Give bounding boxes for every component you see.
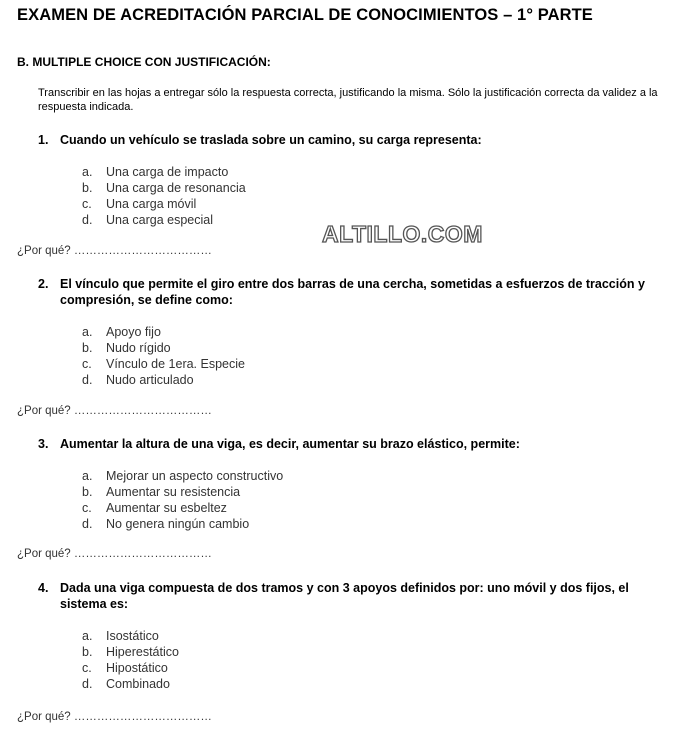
option-letter: c. bbox=[82, 661, 92, 675]
option-item bbox=[82, 212, 246, 228]
option-text: Vínculo de 1era. Especie bbox=[106, 357, 245, 371]
option-item bbox=[82, 676, 179, 692]
option-item bbox=[82, 372, 245, 388]
option-text: Combinado bbox=[106, 677, 170, 691]
option-letter: a. bbox=[82, 469, 93, 483]
why-prompt-4: ¿Por qué? ……………………………… bbox=[17, 711, 212, 723]
option-item bbox=[82, 324, 245, 340]
option-text: Una carga especial bbox=[106, 213, 214, 227]
option-letter: d. bbox=[82, 677, 93, 691]
option-item bbox=[82, 484, 283, 500]
option-item bbox=[82, 644, 179, 660]
option-item bbox=[82, 340, 245, 356]
option-letter: c. bbox=[82, 501, 92, 515]
question-3 bbox=[38, 436, 658, 452]
option-item bbox=[82, 180, 246, 196]
option-text: Hiperestático bbox=[106, 645, 179, 659]
option-letter: a. bbox=[82, 629, 93, 643]
option-item bbox=[82, 164, 246, 180]
option-item bbox=[82, 660, 179, 676]
question-1 bbox=[38, 132, 658, 148]
option-letter: b. bbox=[82, 485, 93, 499]
option-text: Nudo rígido bbox=[106, 341, 171, 355]
question-number: 3. bbox=[38, 437, 49, 451]
instructions-paragraph: Transcribir en las hojas a entregar sólo la respuesta correcta, justificando la misma. Sólo la justificación correcta da validez a la respuesta indicada. bbox=[38, 87, 658, 113]
option-letter: b. bbox=[82, 181, 93, 195]
option-text: No genera ningún cambio bbox=[106, 517, 250, 531]
option-item bbox=[82, 516, 283, 532]
question-text: Cuando un vehículo se traslada sobre un camino, su carga representa: bbox=[60, 133, 482, 147]
option-item bbox=[82, 468, 283, 484]
question-text: Dada una viga compuesta de dos tramos y con 3 apoyos definidos por: uno móvil y dos fijos, el sistema es: bbox=[60, 581, 629, 611]
option-item bbox=[82, 196, 246, 212]
option-letter: a. bbox=[82, 325, 93, 339]
options-list-4 bbox=[82, 628, 179, 692]
options-list-2 bbox=[82, 324, 245, 388]
option-text: Isostático bbox=[106, 629, 159, 643]
exam-title: EXAMEN DE ACREDITACIÓN PARCIAL DE CONOCIMIENTOS – 1° PARTE bbox=[17, 6, 593, 24]
option-text: Aumentar su resistencia bbox=[106, 485, 241, 499]
option-text: Aumentar su esbeltez bbox=[106, 501, 227, 515]
why-prompt-3: ¿Por qué? ……………………………… bbox=[17, 548, 212, 560]
options-list-1 bbox=[82, 164, 246, 228]
option-letter: b. bbox=[82, 341, 93, 355]
option-letter: d. bbox=[82, 373, 93, 387]
option-text: Hipostático bbox=[106, 661, 168, 675]
option-item bbox=[82, 628, 179, 644]
question-4 bbox=[38, 580, 658, 612]
question-2 bbox=[38, 276, 658, 308]
why-prompt-2: ¿Por qué? ……………………………… bbox=[17, 405, 212, 417]
option-text: Una carga de impacto bbox=[106, 165, 229, 179]
question-text: Aumentar la altura de una viga, es decir, aumentar su brazo elástico, permite: bbox=[60, 437, 520, 451]
why-prompt-1: ¿Por qué? ……………………………… bbox=[17, 245, 212, 257]
option-text: Una carga móvil bbox=[106, 197, 197, 211]
question-number: 2. bbox=[38, 277, 49, 291]
option-letter: c. bbox=[82, 197, 92, 211]
option-letter: a. bbox=[82, 165, 93, 179]
options-list-3 bbox=[82, 468, 283, 532]
option-text: Una carga de resonancia bbox=[106, 181, 246, 195]
question-number: 4. bbox=[38, 581, 49, 595]
option-text: Mejorar un aspecto constructivo bbox=[106, 469, 284, 483]
question-number: 1. bbox=[38, 133, 49, 147]
watermark: ALTILLO.COM bbox=[322, 221, 483, 247]
option-item bbox=[82, 356, 245, 372]
option-item bbox=[82, 500, 283, 516]
option-letter: d. bbox=[82, 517, 93, 531]
option-letter: b. bbox=[82, 645, 93, 659]
option-letter: c. bbox=[82, 357, 92, 371]
option-letter: d. bbox=[82, 213, 93, 227]
option-text: Nudo articulado bbox=[106, 373, 194, 387]
section-heading: B. MULTIPLE CHOICE CON JUSTIFICACIÓN: bbox=[17, 55, 271, 69]
option-text: Apoyo fijo bbox=[106, 325, 161, 339]
question-text: El vínculo que permite el giro entre dos barras de una cercha, sometidas a esfuerzos de tracción y compresión, se define como: bbox=[60, 277, 645, 307]
